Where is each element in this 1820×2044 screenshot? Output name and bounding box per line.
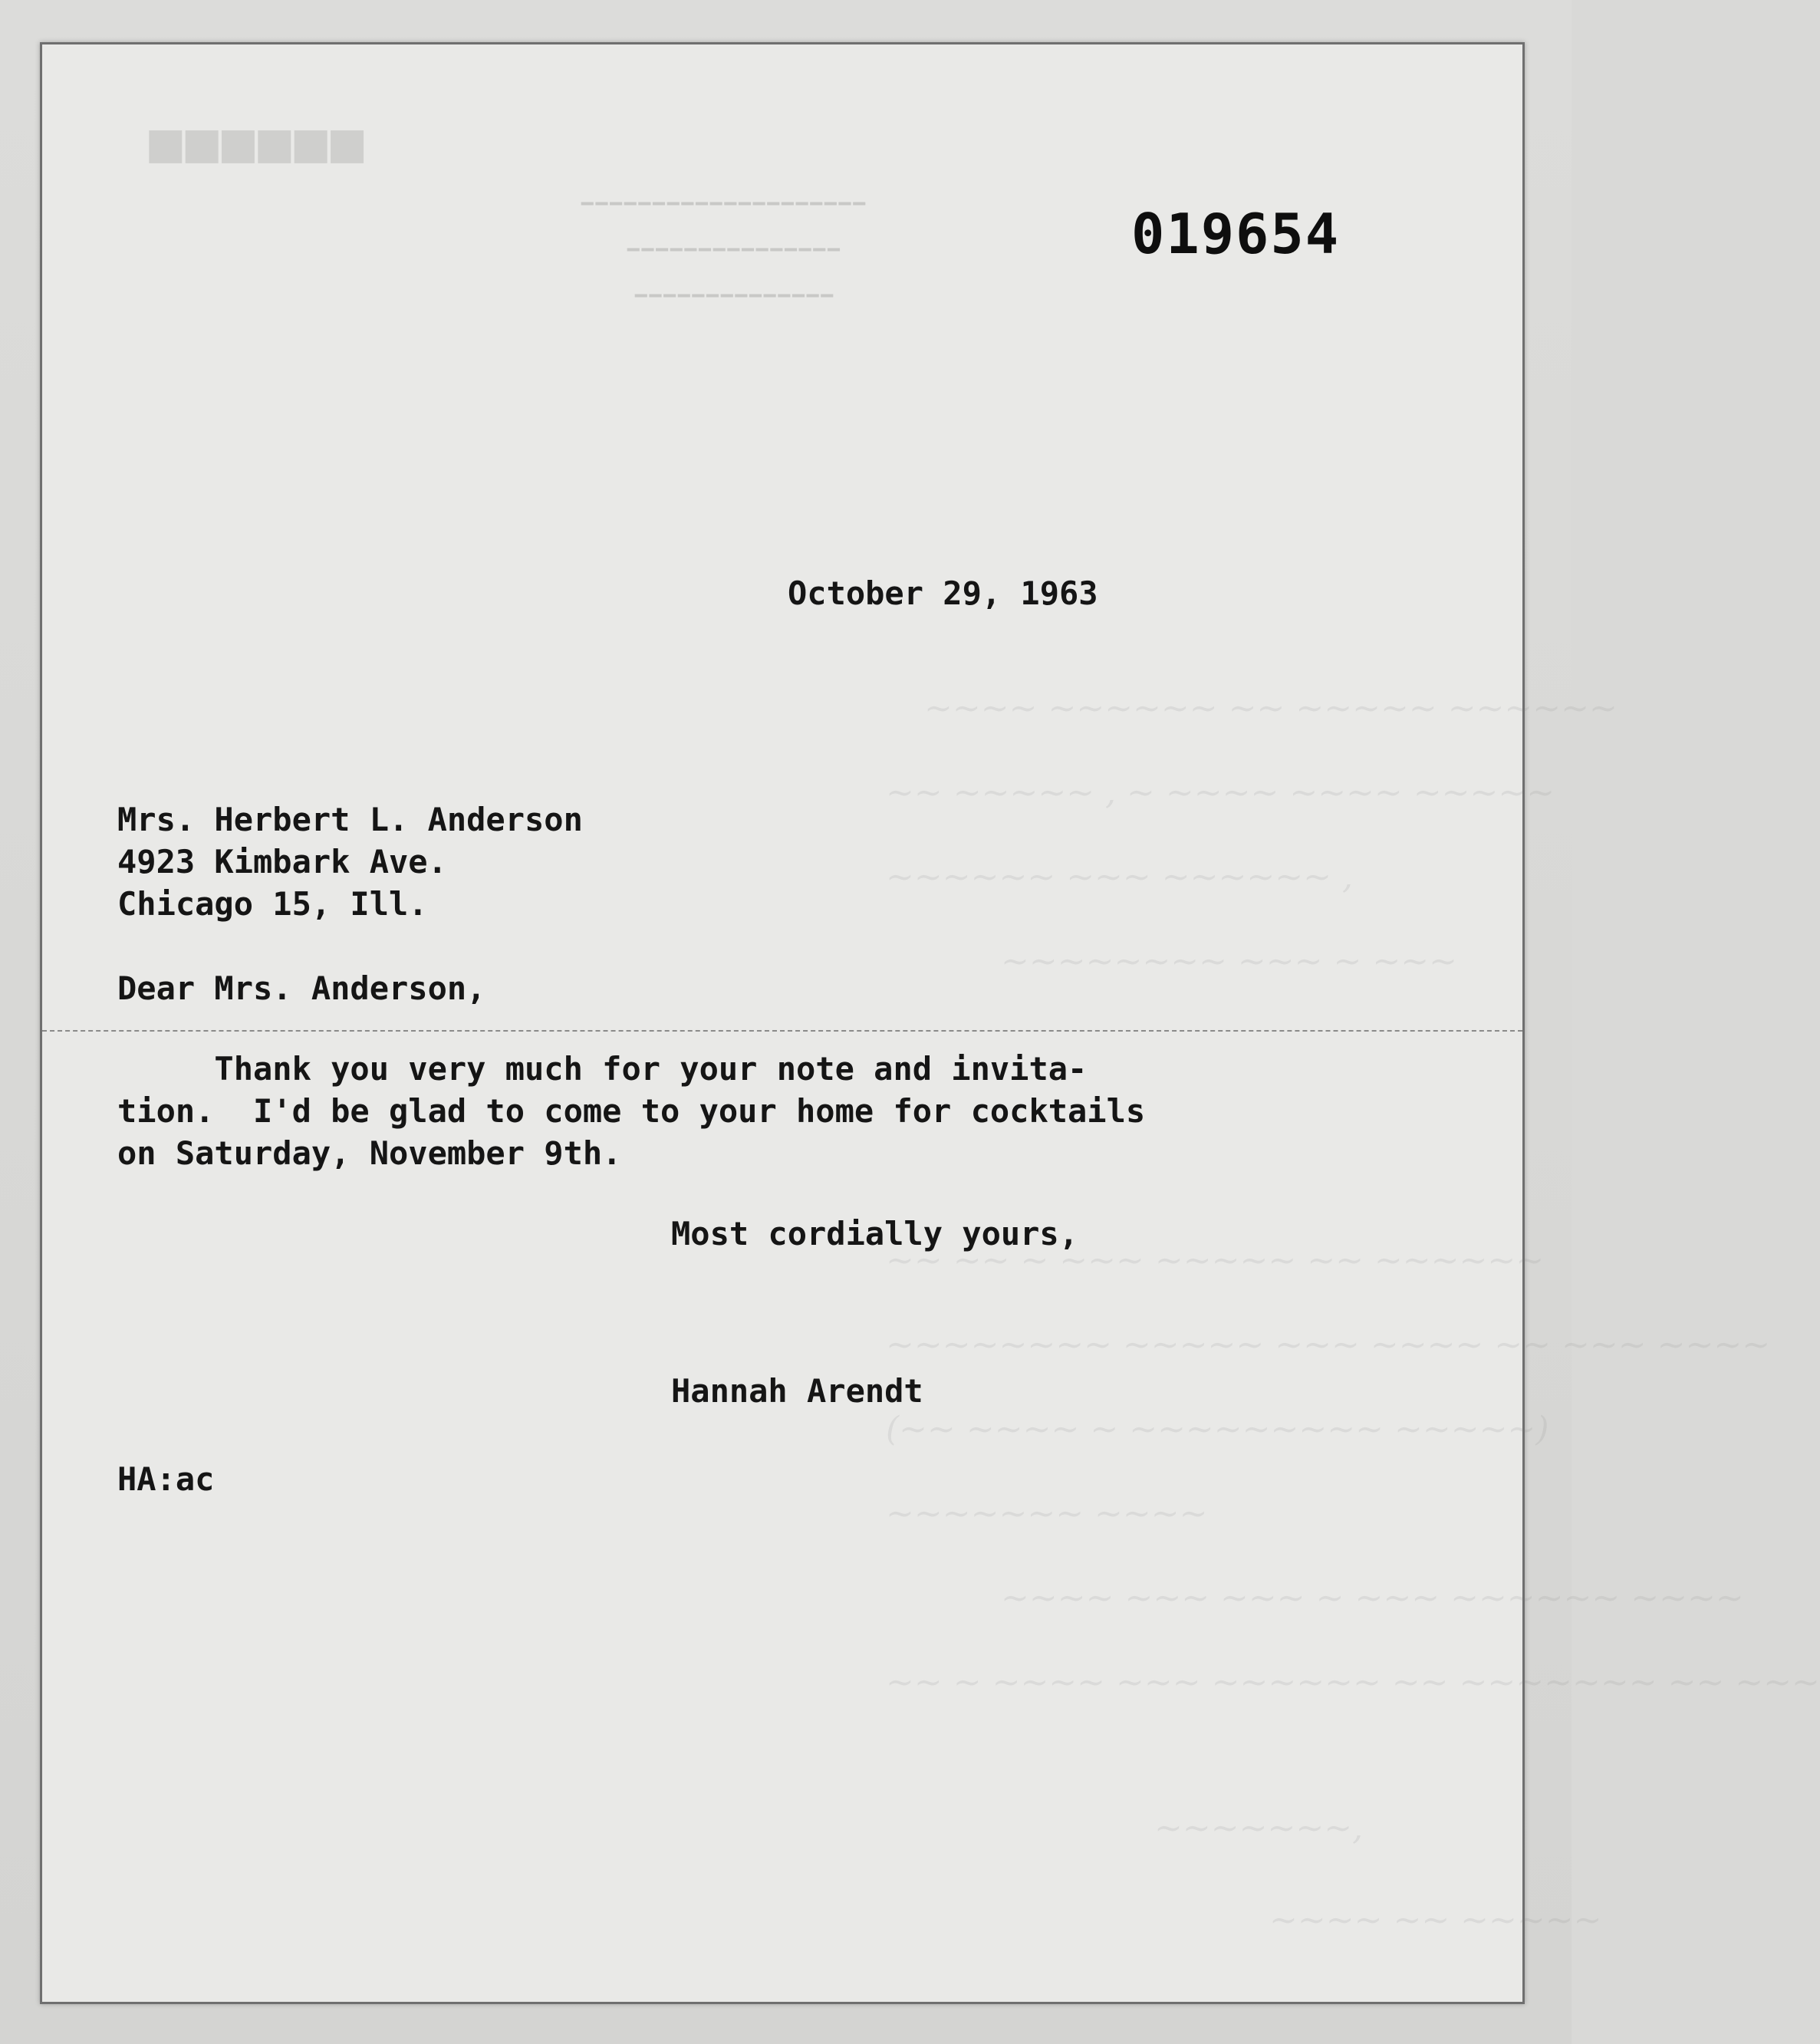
letter-sheet [40, 42, 1820, 2004]
recipient-city: Chicago 15, Ill. [117, 885, 428, 923]
recipient-name: Mrs. Herbert L. Anderson [117, 801, 583, 838]
body-line: Thank you very much for your note and invita- [117, 1050, 1088, 1088]
bleed-through-number: ■■■■■■ [146, 110, 364, 174]
reference-initials: HA:ac [117, 1460, 215, 1498]
bleed-through-handwriting: ~~~~~~ ~~~ ~~~~~~ , [886, 857, 1353, 897]
closing: Most cordially yours, [671, 1215, 1079, 1252]
bleed-through-handwriting: (~~ ~~~~ ~ ~~~~~~~~~ ~~~~~) [886, 1410, 1549, 1449]
bleed-through-letterhead-line: ▁▁▁▁▁▁▁▁▁▁▁▁▁▁▁▁▁▁▁▁ [579, 183, 866, 206]
bleed-through-handwriting: ~~~~~~~~ ~~~~~ ~~~ ~~~~ ~~ ~~~ ~~~~ [886, 1325, 1771, 1364]
body-line: on Saturday, November 9th. [117, 1134, 622, 1172]
serial-number: 019654 [1131, 202, 1341, 266]
bleed-through-handwriting: ~~ ~~ ~ ~~~ ~~~~~ ~~ ~~~~~~ [886, 1241, 1545, 1280]
bleed-through-handwriting: ~~ ~~~~~ , ~ ~~~~ ~~~~ ~~~~~ [886, 773, 1555, 812]
letter-date: October 29, 1963 [788, 574, 1098, 612]
bleed-through-handwriting: ~~~~ ~~~~~~ ~~ ~~~~~ ~~~~~~ [924, 689, 1618, 728]
bleed-through-handwriting: ~~ ~ ~~~~ ~~~ ~~~~~~ ~~ ~~~~~~~ ~~ ~~~ [886, 1663, 1820, 1702]
bleed-through-handwriting: ~~~~~~~ ~~~~ [886, 1494, 1208, 1533]
salutation: Dear Mrs. Anderson, [117, 969, 486, 1007]
signature-name: Hannah Arendt [671, 1372, 923, 1410]
bleed-through-handwriting: ~~~~ ~~ ~~~~~ [1269, 1901, 1602, 1940]
body-line: tion. I'd be glad to come to your home for cocktails [117, 1092, 1146, 1130]
bleed-through-handwriting: ~~~~~~~, [1154, 1809, 1364, 1848]
bleed-through-handwriting: ~~~~~~~~ ~~~ ~ ~~~ [1001, 942, 1457, 981]
recipient-street: 4923 Kimbark Ave. [117, 843, 447, 880]
bleed-through-letterhead-line: ▁▁▁▁▁▁▁▁▁▁▁▁▁▁▁ [625, 229, 840, 252]
fold-line [42, 1030, 1522, 1032]
bleed-through-letterhead-line: ▁▁▁▁▁▁▁▁▁▁▁▁▁▁ [633, 275, 834, 298]
bleed-through-handwriting: ~~~~ ~~~ ~~~ ~ ~~~ ~~~~~~ ~~~~ [1001, 1578, 1744, 1618]
